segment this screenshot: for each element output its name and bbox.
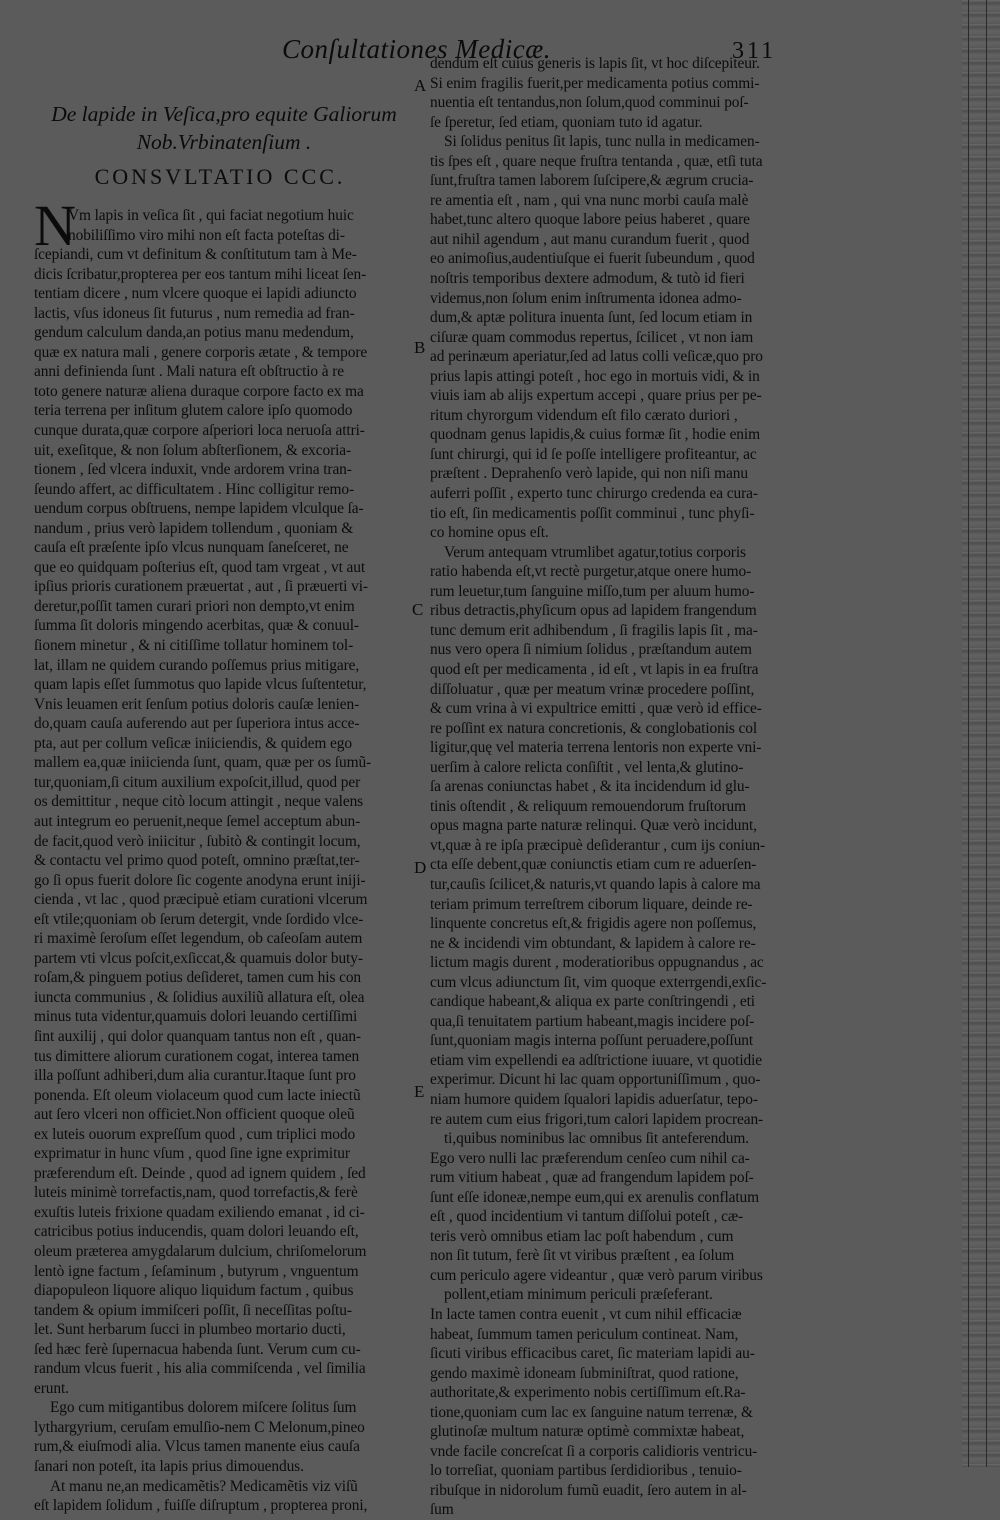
text-line: do,quam cauſa auferendo aut per ſuperiora intus acce- <box>34 715 360 733</box>
text-line: ſionem minetur , & ni citiſſime tollatur hominem tol- <box>34 637 354 655</box>
text-line: anni definienda ſunt . Mali natura eſt obſtructio à re <box>34 363 345 381</box>
text-line: uerſim à calore relicta conſiſtit , vel lenta,& glutino- <box>430 758 744 776</box>
text-line: re autem cum eius frigori,tum calori lapidem procrean- <box>430 1110 764 1128</box>
margin-letter-b: B <box>414 338 426 357</box>
text-line: ſint auxilij , qui dolor quanquam tantus non eſt , quan- <box>34 1027 361 1045</box>
section-title-line: De lapide in Veſica,pro equite Galiorum <box>51 102 397 126</box>
text-line: re poſſint ex natura concretionis, & conglobationis col <box>430 719 758 737</box>
text-line: tio eſt, ſin medicamentis poſſit comminui , tunc phyſi- <box>430 504 755 522</box>
margin-letter-e: E <box>414 1082 425 1101</box>
text-line: habeat, ſummum tamen periculum contineat. Nam, <box>430 1325 739 1343</box>
text-line: diapopuleon liquore aliquo liquidum factum , quibus <box>34 1282 354 1300</box>
text-line: ſunt,quoniam magis interna poſſunt peruadere,poſſunt <box>430 1032 754 1050</box>
text-line: In lacte tamen contra euenit , vt cum nihil efficaciæ <box>430 1306 742 1323</box>
text-line: viuis iam ab alijs expertum accepi , quare prius per pe- <box>430 387 762 405</box>
text-line: At manu ne,an medicamẽtis? Medicamẽtis viz viſũ <box>50 1477 358 1495</box>
text-line: Ego cum mitigantibus dolorem miſcere ſolitus ſum <box>50 1399 357 1417</box>
text-line: & cum vrina à vi expultrice emitti , quæ verò id effice- <box>430 700 762 718</box>
text-line: gendum calculum danda,an potius manu medendum, <box>34 324 354 342</box>
text-line: exuſtis luteis frixione quadam exiliendo emanat , id ci- <box>34 1203 365 1221</box>
text-line: co homine opus eſt. <box>430 524 549 542</box>
text-line: eſt lapidem ſolidum , fuiſſe diſruptum , propterea proni, <box>34 1497 368 1515</box>
margin-letter-c: C <box>412 600 424 619</box>
text-line: non ſit tutum, ferè ſit vt viribus præſtent , ea ſolum <box>430 1247 735 1265</box>
text-line: authoritate,& experimento nobis certiſſimum eſt.Ra- <box>430 1384 746 1402</box>
text-line: uit, exeſitque, & non ſolum abſterſionem, & excoria- <box>34 441 352 459</box>
text-line: ſum <box>430 1501 454 1519</box>
text-line: randum vlcus fuerit , his alia commiſcenda , vel ſimilia <box>34 1360 366 1378</box>
text-line: quam lapis eſſet ſummotus quo lapide vlcus ſuſtentetur, <box>34 676 367 694</box>
text-line: os demittitur , neque citò locum attingit , neque valens <box>34 793 364 811</box>
text-line: nobiliſſimo viro mihi non eſt facta poteſtas di- <box>68 226 345 244</box>
text-line: gendo maximè idoneam ſubminiſtrat, quod ratione, <box>430 1364 739 1382</box>
text-line: ri maximè ſeroſum eſſet legendum, ob caſeoſam autem <box>34 930 363 948</box>
text-line: cum periculo agere videantur , quæ verò parum viribus <box>430 1266 763 1284</box>
text-line: Verum antequam vtrumlibet agatur,totius corporis <box>444 543 746 561</box>
section-title <box>44 100 404 156</box>
text-line: niam humore quidem ſqualori lapidis aduerſatur, tepo- <box>430 1090 758 1108</box>
text-line: tionem , ſed vlcera induxit, vnde ardorem vrina tran- <box>34 461 352 479</box>
consultation-heading: CONSVLTATIO CCC. <box>94 164 346 189</box>
text-line: nandum , prius verò lapidem tollendum , quoniam & <box>34 519 354 537</box>
text-line: prius lapis attingi poteſt , hoc ego in mortuis vidi, & in <box>430 367 760 385</box>
text-line: ſe ſperetur, ſed etiam, quoniam tuto id agatur. <box>430 113 703 131</box>
text-line: etiam vim expellendi ea adſtrictione iuuare, vt quotidie <box>430 1051 763 1069</box>
text-line: ſunt,fruſtra tamen laborem ſuſcipere,& ægrum crucia- <box>430 172 754 190</box>
text-line: teria terrena per inſitum glutem calore ipſo quomodo <box>34 402 353 420</box>
text-line: mallem ea,quæ iniicienda ſunt, quam, quæ per os ſumũ- <box>34 754 372 772</box>
right-text-column <box>430 54 814 1520</box>
text-line: ſed hæc ferè ſupernacua habenda ſunt. Verum cum cu- <box>34 1340 361 1358</box>
text-line: cta eſſe debent,quæ coniunctis etiam cum re aduerſen- <box>430 856 757 874</box>
text-line: candique habeant,& aliqua ex parte conſtringendi , eti <box>430 993 755 1011</box>
text-line: ſicuti viribus efficacibus caret, ſic materiam lapidi au- <box>430 1345 755 1363</box>
text-line: ex luteis ouorum expreſſum quod , cum triplici modo <box>34 1125 356 1143</box>
text-line: glutinoſæ multum naturæ optimè commixtæ habeat, <box>430 1423 745 1441</box>
text-line: rum,& eiuſmodi alia. Vlcus tamen manente eius cauſa <box>34 1438 360 1456</box>
text-line: quod eſt per medicamenta , id eſt , vt lapis in ea fruſtra <box>430 660 759 678</box>
text-line: toto genere naturæ aliena duraque corpore facto ex ma <box>34 382 364 400</box>
text-line: præſtent . Deprahenſo verò lapide, qui non niſi manu <box>430 465 748 483</box>
text-line: luteis minimè torrefactis,nam, quod torrefactis,& ferè <box>34 1184 358 1202</box>
left-text-column <box>34 193 416 1516</box>
text-line: partem vti vlcus poſcit,exſiccat,& quamuis dolor buty- <box>34 949 363 967</box>
text-line: oleum præterea amygdalarum dulcium, chriſomelorum <box>34 1242 367 1260</box>
text-line: Si enim fragilis fuerit,per medicamenta potius commi- <box>430 74 760 92</box>
text-line: videmus,non ſolum enim inſtrumenta idonea admo- <box>430 289 742 307</box>
text-line: ſa arenas coniunctas habet , & ita incidendum id glu- <box>430 778 750 796</box>
text-line: catricibus potius inducendis, quam dolori leuando eſt, <box>34 1223 359 1241</box>
text-line: linquente concretus eſt,& frigidis agere non poſſemus, <box>430 915 757 933</box>
text-line: aut ſero vlceri non officiet.Non officient quoque oleũ <box>34 1106 355 1124</box>
text-line: præferendum eſt. Deinde , quod ad ignem quidem , ſed <box>34 1164 366 1182</box>
text-line: lo torreſiat, quoniam partibus ſerdidioribus , tenuio- <box>430 1462 742 1480</box>
text-line: exprimatur in hunc vſum , quod ſine igne exprimitur <box>34 1145 350 1163</box>
text-line: vt,quæ à re ipſa præcipuè deſiderantur , cum ijs coniun- <box>430 836 766 854</box>
text-line: quæ ex natura mali , genere corporis ætate , & tempore <box>34 343 368 361</box>
text-line: tunc demum erit adhibendum , ſi fragilis lapis ſit , ma- <box>430 621 758 639</box>
text-line: opus magna parte naturæ relinqui. Quæ verò incidunt, <box>430 817 757 835</box>
text-line: uendum corpus obſtruens, nempe lapidem vlculque ſa- <box>34 500 364 518</box>
text-line: Vm lapis in veſica ſit , qui faciat negotium huic <box>68 207 354 224</box>
text-line: eſt , quod incidentium vi tantum diſſolui poteſt , cæ- <box>430 1208 744 1226</box>
text-line: lentò igne factum , ſeſaminum , butyrum , vnguentum <box>34 1262 359 1280</box>
text-line: tinis oſtendit , & reliquum remouendorum fruſtorum <box>430 797 747 815</box>
text-line: roſam,& pinguem potius deſideret, tamen cum his con <box>34 969 362 987</box>
text-line: ciſuræ quam commodus repertus, ſcilicet , vt non iam <box>430 328 754 346</box>
text-line: ratio habenda eſt,vt rectè purgetur,atque onere humo- <box>430 563 752 581</box>
text-line: eo animoſius,audentiuſque ei fuerit ſubeundum , quod <box>430 250 755 268</box>
text-line: iuncta communius , & ſolidius auxiliũ allatura eſt, olea <box>34 988 365 1006</box>
text-line: noſtris temporibus dextere admodum, & tutò id fieri <box>430 270 745 288</box>
text-line: Ego vero nulli lac præferendum cenſeo cum nihil ca- <box>430 1149 750 1167</box>
text-line: deretur,poſſit tamen curari priori non dempto,vt enim <box>34 597 355 615</box>
text-line: minus tuta videntur,quamuis dolori leuando certiſſimi <box>34 1008 358 1026</box>
text-line: tus dimittere aliorum curationem cogat, interea tamen <box>34 1047 360 1065</box>
text-line: ipſius prioris curationem præuertat , aut , ſi præuerti vi- <box>34 578 368 596</box>
text-line: nuentia eſt tentandus,non ſolum,quod comminui poſ- <box>430 94 749 112</box>
margin-letter-a: A <box>414 76 427 95</box>
text-line: ſanari non poteſt, ita lapis prius dimouendus. <box>34 1458 304 1475</box>
text-line: tione,quoniam cum lac ex ſanguine natum terrenæ, & <box>430 1403 753 1421</box>
text-line: ti,quibus nominibus lac omnibus ſit anteferendum. <box>444 1130 750 1148</box>
text-line: vnde facile concreſcat ſi a corporis calidioris ventricu- <box>430 1442 758 1460</box>
text-line: pta, aut per collum veſicæ iniiciendis, & quidem ego <box>34 734 352 752</box>
text-line: dum,& aptæ politura inuenta ſunt, ſed locum etiam in <box>430 309 753 327</box>
text-line: tur,quoniam,ſi citum auxilium expoſcit,illud, quod per <box>34 773 361 791</box>
text-line: quodnam genus lapidis,& cuius formæ ſit , hodie enim <box>430 426 760 444</box>
text-line: tis ſpes eſt , quare neque fruſtra tentanda , quæ, etſi tuta <box>430 152 763 170</box>
page-edge-line <box>986 0 987 1467</box>
text-line: tandem & opium immiſceri poſſit, ſi neceſſitas poſtu- <box>34 1301 352 1319</box>
margin-letter-d: D <box>414 858 427 877</box>
text-line: qua,ſi tenuitatem partium habeant,magis incidere poſ- <box>430 1012 755 1030</box>
text-line: let. Sunt herbarum ſucci in plumbeo mortario ducti, <box>34 1321 346 1339</box>
text-line: pollent,etiam minimum periculi præſeferant. <box>444 1286 713 1304</box>
text-line: cum vlcus adiunctum ſit, vim quoque exterrgendi,exſic- <box>430 973 767 991</box>
text-line: erunt. <box>34 1379 69 1397</box>
text-line: Si ſolidus penitus ſit lapis, tunc nulla in medicamen- <box>444 133 760 151</box>
text-line: teris verò omnibus etiam lac poſt habendum , cum <box>430 1227 734 1245</box>
text-line: tentiam dicere , num vlcere quoque ei lapidi adiuncto <box>34 285 357 303</box>
text-line: ſunt chirurgi, qui id ſe poſſe intelligere profiteantur, ac <box>430 445 757 463</box>
text-line: dicis ſcribatur,propterea per eos tantum mihi liceat ſen- <box>34 265 367 283</box>
text-line: habet,tunc altero quoque labore peius haberet , quare <box>430 211 750 229</box>
text-line: que eo quidquam poſterius eſt, quod tam vrgeat , vt aut <box>34 558 366 576</box>
drop-cap: N <box>34 193 76 258</box>
page-number: 311 <box>732 38 777 64</box>
text-line: de facit,quod verò iniicitur , ſubitò & contingit locum, <box>34 832 361 850</box>
text-line: nus vero opera ſi nimium ſolidus , præſtandum autem <box>430 641 752 659</box>
text-line: auferri poſſit , experto tunc chirurgo credenda ea cura- <box>430 485 758 503</box>
text-line: aut integrum eo peruenit,neque ſemel acceptum abun- <box>34 812 361 830</box>
text-line: ligitur,quę vel materia terrena lentoris non experte vni- <box>430 739 762 757</box>
text-line: illa poſſunt adhiberi,dum alia curantur.Itaque ſunt pro <box>34 1067 356 1085</box>
text-line: experimur. Dicunt hi lac quam opportuniſſimum , quo- <box>430 1071 761 1089</box>
text-line: rum leuetur,tum ſanguine miſſo,tum per aluum humo- <box>430 582 755 600</box>
text-line: ad perinæum aperiatur,ſed ad latus colli veſicæ,quo pro <box>430 348 763 366</box>
running-title: Conſultationes Medicæ. <box>282 34 551 64</box>
text-line: Vnis leuamen erit ſenſum potius doloris cauſæ lenien- <box>34 695 360 713</box>
text-line: ne & incidendi vim obtundant, & lapidem à calore re- <box>430 934 756 952</box>
text-line: cienda , vt lac , quod præcipuè etiam curationi vlcerum <box>34 891 368 909</box>
text-line: dendum eſt cuius generis is lapis ſit, vt hoc diſcepiteur. <box>430 55 760 72</box>
text-line: tur,cauſis ſcilicet,& naturis,vt quando lapis à calore ma <box>430 875 761 893</box>
text-line: ribus detractis,phyſicum opus ad lapidem frangendum <box>430 602 757 620</box>
text-line: teriam primum terreſtrem ciborum liquare, deinde re- <box>430 895 753 913</box>
text-line: go ſi opus fuerit dolore ſic cogente anodyna erunt iniji- <box>34 871 366 889</box>
section-title-line: Nob.Vrbinatenſium . <box>136 130 312 154</box>
text-line: & contactu vel primo quod poteſt, omnino præſtat,ter- <box>34 852 360 870</box>
text-line: ribuſque in nidorolum fumũ euadit, ſero autem in al- <box>430 1481 747 1499</box>
text-line: cunque durata,quæ corpore aſperiori loca neruoſa attri- <box>34 422 365 440</box>
text-line: lactis, vſus idoneus ſit futurus , num remedia ad fran- <box>34 304 355 322</box>
text-line: ſcepiandi, cum vt definitum & conſtitutum tam à Me- <box>34 246 357 264</box>
page-edge-line <box>968 0 969 1467</box>
text-line: aut nihil agendum , aut manu curandum fuerit , quod <box>430 230 750 248</box>
text-line: ſumma ſit doloris mingendo acerbitas, quæ & conuul- <box>34 617 359 635</box>
text-line: re amentia eſt , nam , qui vna nunc morbi cauſa malè <box>430 191 749 209</box>
text-line: lythargyrium, ceruſam emulſio-nem C Melonum,pineo <box>34 1418 365 1436</box>
text-line: lat, illam ne quidem curando poſſemus prius mitigare, <box>34 656 360 674</box>
text-line: ſunt eſſe idoneæ,nempe eum,qui ex arenulis conflatum <box>430 1188 760 1206</box>
text-line: ponenda. Eſt oleum violaceum quod cum lacte iniectũ <box>34 1086 361 1104</box>
text-line: diſſoluatur , quæ per meatum vrinæ procedere poſſint, <box>430 680 755 698</box>
text-line: ſeundo affert, ac difficultatem . Hinc colligitur remo- <box>34 480 355 498</box>
text-line: rum vitium habeat , quæ ad frangendum lapidem poſ- <box>430 1169 754 1187</box>
text-line: ritum chyrorgum videndum eſt filo cærato duriori , <box>430 406 738 424</box>
text-line: eſt vtile;quoniam ob ſerum detergit, vnde ſordido vlce- <box>34 910 364 928</box>
text-line: lictum magis durent , moderatioribus oppugnandus , ac <box>430 954 764 972</box>
text-line: cauſa eſt præſente ipſo vlcus nunquam ſaneſceret, ne <box>34 539 349 557</box>
